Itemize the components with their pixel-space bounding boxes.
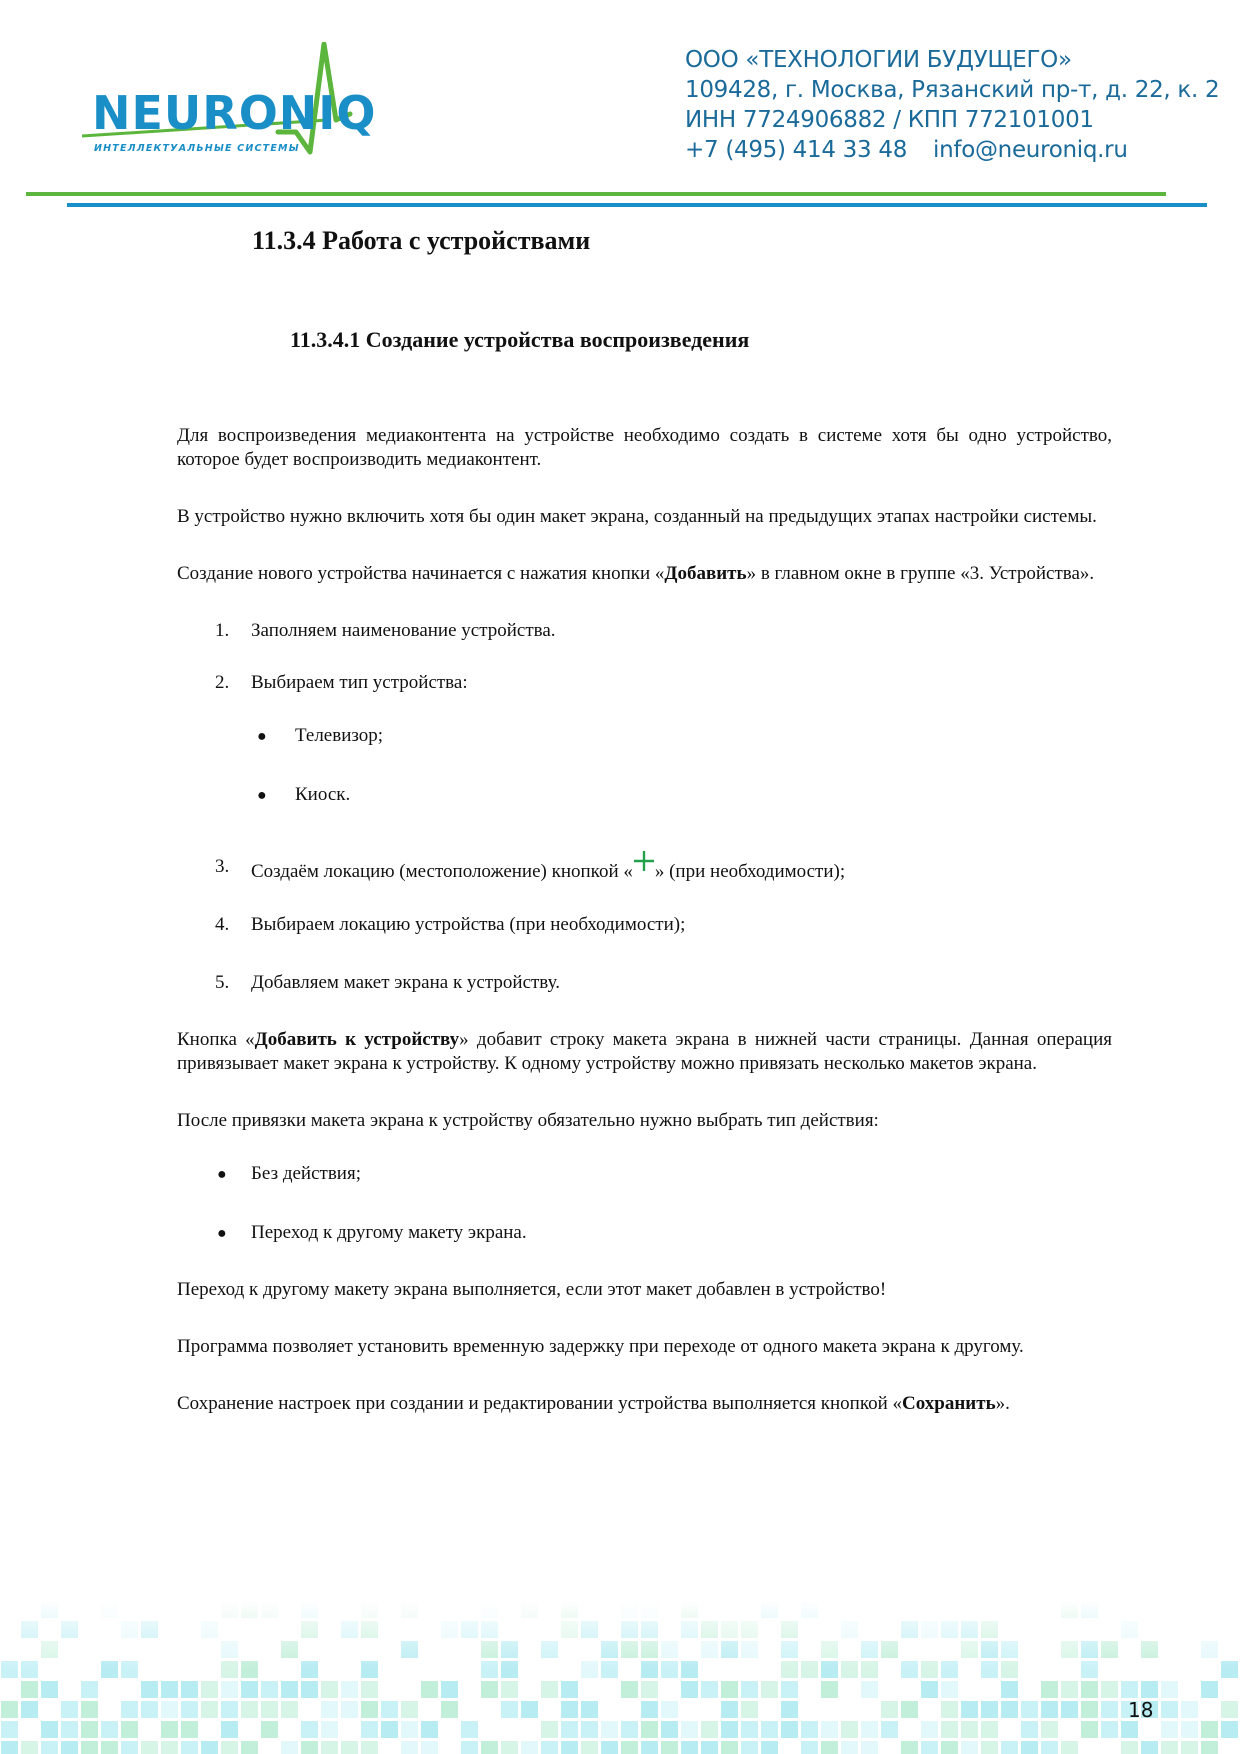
footer-tile — [141, 1681, 158, 1698]
footer-tile — [181, 1721, 198, 1738]
footer-tile — [721, 1681, 738, 1698]
footer-tile — [1201, 1681, 1218, 1698]
document-body — [177, 424, 1112, 1449]
footer-tile — [201, 1681, 218, 1698]
footer-tile — [401, 1701, 418, 1718]
footer-tile — [961, 1741, 978, 1754]
subsection-heading: 11.3.4.1 Создание устройства воспроизведения — [290, 327, 750, 352]
paragraph-intro: Для воспроизведения медиаконтента на устройстве необходимо создать в системе хотя бы одно устройство, которое будет воспроизводить медиаконтент. — [177, 425, 1112, 470]
footer-tile — [461, 1721, 478, 1738]
footer-tile — [941, 1721, 958, 1738]
footer-tile — [181, 1681, 198, 1698]
footer-tile — [561, 1721, 578, 1738]
footer-tile — [641, 1741, 658, 1754]
footer-pattern — [0, 1600, 1240, 1754]
footer-tile — [401, 1721, 418, 1738]
footer-tile — [1201, 1721, 1218, 1738]
footer-tile — [41, 1741, 58, 1754]
footer-tile — [1041, 1681, 1058, 1698]
footer-tile — [321, 1681, 338, 1698]
footer-tile — [361, 1681, 378, 1698]
list-item: 5. Добавляем макет экрана к устройству. — [215, 972, 560, 993]
footer-tile — [1221, 1701, 1238, 1718]
footer-tile — [501, 1681, 518, 1698]
footer-tile — [741, 1741, 758, 1754]
footer-tile — [1201, 1741, 1218, 1754]
paragraph-add-to-device: Кнопка «Добавить к устройству» добавит строку макета экрана в нижней части страницы. Данная операция привязывает макет экрана к устройству. К одному устройству можно привязать несколько макетов экрана. — [177, 1029, 1112, 1074]
list-item: ● Переход к другому макету экрана. — [177, 1221, 1112, 1245]
footer-tile — [1181, 1721, 1198, 1738]
footer-tile — [881, 1701, 898, 1718]
paragraph-action-type: После привязки макета экрана к устройству обязательно нужно выбрать тип действия: — [177, 1110, 879, 1131]
footer-tile — [381, 1721, 398, 1738]
footer-tile — [801, 1741, 818, 1754]
footer-tile — [1001, 1741, 1018, 1754]
footer-tile — [61, 1741, 78, 1754]
footer-tile — [1181, 1701, 1198, 1718]
footer-tile — [181, 1741, 198, 1754]
footer-tile — [301, 1721, 318, 1738]
footer-tile — [1021, 1721, 1038, 1738]
footer-tile — [121, 1701, 138, 1718]
footer-tile — [621, 1721, 638, 1738]
footer-tile — [381, 1701, 398, 1718]
footer-tile — [921, 1741, 938, 1754]
footer-tile — [101, 1721, 118, 1738]
footer-tile — [861, 1681, 878, 1698]
footer-tile — [341, 1741, 358, 1754]
footer-tile — [421, 1721, 438, 1738]
footer-tile — [841, 1741, 858, 1754]
footer-tile — [661, 1721, 678, 1738]
footer-tile — [321, 1721, 338, 1738]
footer-tile — [1, 1701, 18, 1718]
footer-tile — [921, 1721, 938, 1738]
footer-tile — [1161, 1701, 1178, 1718]
footer-tile — [421, 1681, 438, 1698]
header-rule-blue — [67, 203, 1207, 207]
paragraph-layout-required: В устройство нужно включить хотя бы один макет экрана, созданный на предыдущих этапах настройки системы. — [177, 506, 1097, 527]
footer-tile — [201, 1741, 218, 1754]
footer-tile — [341, 1681, 358, 1698]
footer-tile — [61, 1721, 78, 1738]
footer-tile — [641, 1721, 658, 1738]
footer-tile — [1181, 1741, 1198, 1754]
footer-tile — [21, 1741, 38, 1754]
footer-tile — [1061, 1701, 1078, 1718]
list-item: 3. Создаём локацию (местоположение) кнопкой « » (при необходимости); — [177, 855, 1112, 879]
footer-tile — [781, 1681, 798, 1698]
footer-tile — [301, 1681, 318, 1698]
footer-tile — [601, 1741, 618, 1754]
footer-tile — [761, 1741, 778, 1754]
footer-tile — [1041, 1701, 1058, 1718]
footer-tile — [221, 1701, 238, 1718]
add-to-device-button-label: Добавить к устройству — [254, 1029, 460, 1050]
footer-tile — [521, 1741, 538, 1754]
footer-tile — [1101, 1701, 1118, 1718]
footer-tile — [661, 1741, 678, 1754]
footer-tile — [941, 1741, 958, 1754]
footer-tile — [741, 1681, 758, 1698]
footer-tile — [921, 1681, 938, 1698]
bullet-icon: ● — [257, 787, 267, 804]
footer-tile — [621, 1741, 638, 1754]
footer-tile — [1161, 1721, 1178, 1738]
footer-tile — [721, 1701, 738, 1718]
footer-tile — [901, 1741, 918, 1754]
footer-tile — [221, 1681, 238, 1698]
company-tax-ids: ИНН 7724906882 / КПП 772101001 — [685, 107, 1094, 133]
paragraph-save: Сохранение настроек при создании и редактировании устройства выполняется кнопкой «Сохранить». — [177, 1393, 1010, 1414]
footer-tile — [861, 1741, 878, 1754]
footer-tile — [981, 1721, 998, 1738]
footer-tile — [1061, 1681, 1078, 1698]
footer-tile — [1101, 1721, 1118, 1738]
footer-tile — [21, 1681, 38, 1698]
footer-tile — [1, 1741, 18, 1754]
company-name: ООО «ТЕХНОЛОГИИ БУДУЩЕГО» — [685, 47, 1072, 73]
bullet-icon: ● — [217, 1225, 227, 1242]
footer-tile — [821, 1741, 838, 1754]
footer-tile — [1161, 1741, 1178, 1754]
footer-tile — [481, 1741, 498, 1754]
footer-tile — [841, 1721, 858, 1738]
list-item: ● Киоск. — [177, 783, 1112, 807]
footer-tile — [1021, 1741, 1038, 1754]
company-phone-email — [685, 135, 1215, 165]
footer-tile — [1101, 1681, 1118, 1698]
company-phone: +7 (495) 414 33 48 — [685, 137, 908, 163]
section-heading: 11.3.4 Работа с устройствами — [252, 226, 591, 255]
page-header — [0, 0, 1240, 215]
footer-tile — [721, 1721, 738, 1738]
footer-tile — [981, 1741, 998, 1754]
footer-tile — [1081, 1701, 1098, 1718]
footer-tile — [781, 1721, 798, 1738]
list-item: ● Телевизор; — [177, 724, 1112, 748]
footer-tile — [21, 1701, 38, 1718]
footer-tile — [821, 1721, 838, 1738]
footer-tile — [981, 1701, 998, 1718]
footer-tile — [601, 1721, 618, 1738]
footer-tile — [541, 1721, 558, 1738]
company-address: 109428, г. Москва, Рязанский пр-т, д. 22, к. 2 — [685, 77, 1220, 103]
footer-tile — [501, 1701, 518, 1718]
plus-icon — [633, 849, 655, 873]
footer-tile — [1121, 1741, 1138, 1754]
footer-tile — [1, 1721, 18, 1738]
paragraph-transition-note: Переход к другому макету экрана выполняется, если этот макет добавлен в устройство! — [177, 1279, 887, 1300]
footer-tile — [1001, 1701, 1018, 1718]
neuroniq-logo — [78, 42, 408, 162]
company-email[interactable]: info@neuroniq.ru — [933, 137, 1128, 163]
footer-tile — [121, 1721, 138, 1738]
company-contacts — [685, 45, 1220, 165]
footer-tile — [401, 1741, 418, 1754]
footer-tile — [1141, 1741, 1158, 1754]
footer-tile — [121, 1741, 138, 1754]
footer-tile — [1081, 1681, 1098, 1698]
footer-tile — [721, 1741, 738, 1754]
footer-tile — [801, 1721, 818, 1738]
footer-tile — [161, 1721, 178, 1738]
footer-tile — [441, 1681, 458, 1698]
bullet-icon: ● — [257, 728, 267, 745]
footer-tile — [61, 1701, 78, 1718]
footer-tile — [81, 1681, 98, 1698]
footer-tile — [1221, 1721, 1238, 1738]
footer-tile — [521, 1701, 538, 1718]
footer-tile — [221, 1741, 238, 1754]
footer-tile — [541, 1681, 558, 1698]
footer-tile — [361, 1741, 378, 1754]
footer-tile — [761, 1721, 778, 1738]
footer-tile — [81, 1701, 98, 1718]
footer-tile — [641, 1681, 658, 1698]
footer-tile — [1121, 1721, 1138, 1738]
footer-tile — [241, 1701, 258, 1718]
footer-tile — [821, 1681, 838, 1698]
footer-tile — [181, 1701, 198, 1718]
footer-tile — [261, 1701, 278, 1718]
footer-tile — [741, 1701, 758, 1718]
footer-tile — [1041, 1741, 1058, 1754]
footer-tile — [781, 1701, 798, 1718]
footer-tile — [941, 1681, 958, 1698]
footer-tile — [701, 1681, 718, 1698]
paragraph-add-button: Создание нового устройства начинается с нажатия кнопки «Добавить» в главном окне в группе «3. Устройства». — [177, 563, 1095, 584]
footer-tile — [461, 1741, 478, 1754]
footer-tile — [161, 1681, 178, 1698]
footer-tile — [241, 1681, 258, 1698]
footer-tile — [681, 1681, 698, 1698]
footer-tile — [881, 1721, 898, 1738]
footer-tile — [81, 1741, 98, 1754]
footer-tile — [81, 1721, 98, 1738]
footer-tile — [281, 1741, 298, 1754]
footer-tile — [421, 1741, 438, 1754]
footer-tile — [1121, 1681, 1138, 1698]
footer-tile — [761, 1681, 778, 1698]
footer-tile — [141, 1741, 158, 1754]
footer-tile — [261, 1681, 278, 1698]
footer-tile — [561, 1741, 578, 1754]
footer-tile — [481, 1681, 498, 1698]
footer-tile — [561, 1701, 578, 1718]
footer-tile — [241, 1741, 258, 1754]
save-button-label: Сохранить — [902, 1393, 996, 1414]
footer-tile — [701, 1721, 718, 1738]
footer-tile — [541, 1741, 558, 1754]
footer-tile — [101, 1741, 118, 1754]
footer-tile — [701, 1741, 718, 1754]
footer-tile — [341, 1701, 358, 1718]
footer-tile — [1001, 1681, 1018, 1698]
footer-tile — [561, 1681, 578, 1698]
footer-tile — [1021, 1701, 1038, 1718]
footer-tile — [901, 1701, 918, 1718]
footer-tile — [961, 1701, 978, 1718]
footer-tile — [501, 1741, 518, 1754]
bullet-icon: ● — [217, 1166, 227, 1183]
footer-tile — [441, 1701, 458, 1718]
logo-subtitle: ИНТЕЛЛЕКТУАЛЬНЫЕ СИСТЕМЫ — [94, 143, 300, 154]
footer-tile — [161, 1701, 178, 1718]
footer-tile — [281, 1701, 298, 1718]
footer-tile — [321, 1741, 338, 1754]
footer-tile — [681, 1721, 698, 1738]
list-item: 1. Заполняем наименование устройства. — [215, 620, 556, 641]
add-button-label: Добавить — [664, 563, 747, 584]
footer-tile — [861, 1721, 878, 1738]
footer-tile — [1161, 1681, 1178, 1698]
footer-tile — [141, 1701, 158, 1718]
footer-tile — [1041, 1721, 1058, 1738]
footer-tile — [681, 1741, 698, 1754]
list-item: ● Без действия; — [177, 1162, 1112, 1186]
footer-tile — [1081, 1721, 1098, 1738]
footer-tile — [1141, 1681, 1158, 1698]
logo-wordmark: NEURONIQ — [92, 86, 377, 140]
footer-tile — [41, 1721, 58, 1738]
list-item: 4. Выбираем локацию устройства (при необходимости); — [215, 914, 686, 935]
footer-tile — [581, 1701, 598, 1718]
footer-tile — [281, 1681, 298, 1698]
footer-tile — [941, 1701, 958, 1718]
header-rule-green — [26, 192, 1166, 196]
footer-tile — [961, 1721, 978, 1738]
footer-tile — [221, 1721, 238, 1738]
footer-tile — [301, 1741, 318, 1754]
footer-tile — [41, 1681, 58, 1698]
footer-tile — [661, 1701, 678, 1718]
paragraph-delay: Программа позволяет установить временную задержку при переходе от одного макета экрана к другому. — [177, 1336, 1024, 1357]
footer-mosaic — [0, 1600, 1240, 1754]
footer-tile — [161, 1741, 178, 1754]
footer-tile — [1061, 1741, 1078, 1754]
footer-tile — [261, 1721, 278, 1738]
list-item: 2. Выбираем тип устройства: — [215, 672, 468, 693]
footer-tile — [621, 1681, 638, 1698]
page-number: 18 — [1128, 1698, 1154, 1722]
footer-tile — [641, 1701, 658, 1718]
footer-tile — [201, 1701, 218, 1718]
footer-tile — [361, 1701, 378, 1718]
footer-tile — [741, 1721, 758, 1738]
footer-tile — [581, 1741, 598, 1754]
footer-tile — [581, 1721, 598, 1738]
footer-tile — [321, 1701, 338, 1718]
footer-tile — [361, 1721, 378, 1738]
